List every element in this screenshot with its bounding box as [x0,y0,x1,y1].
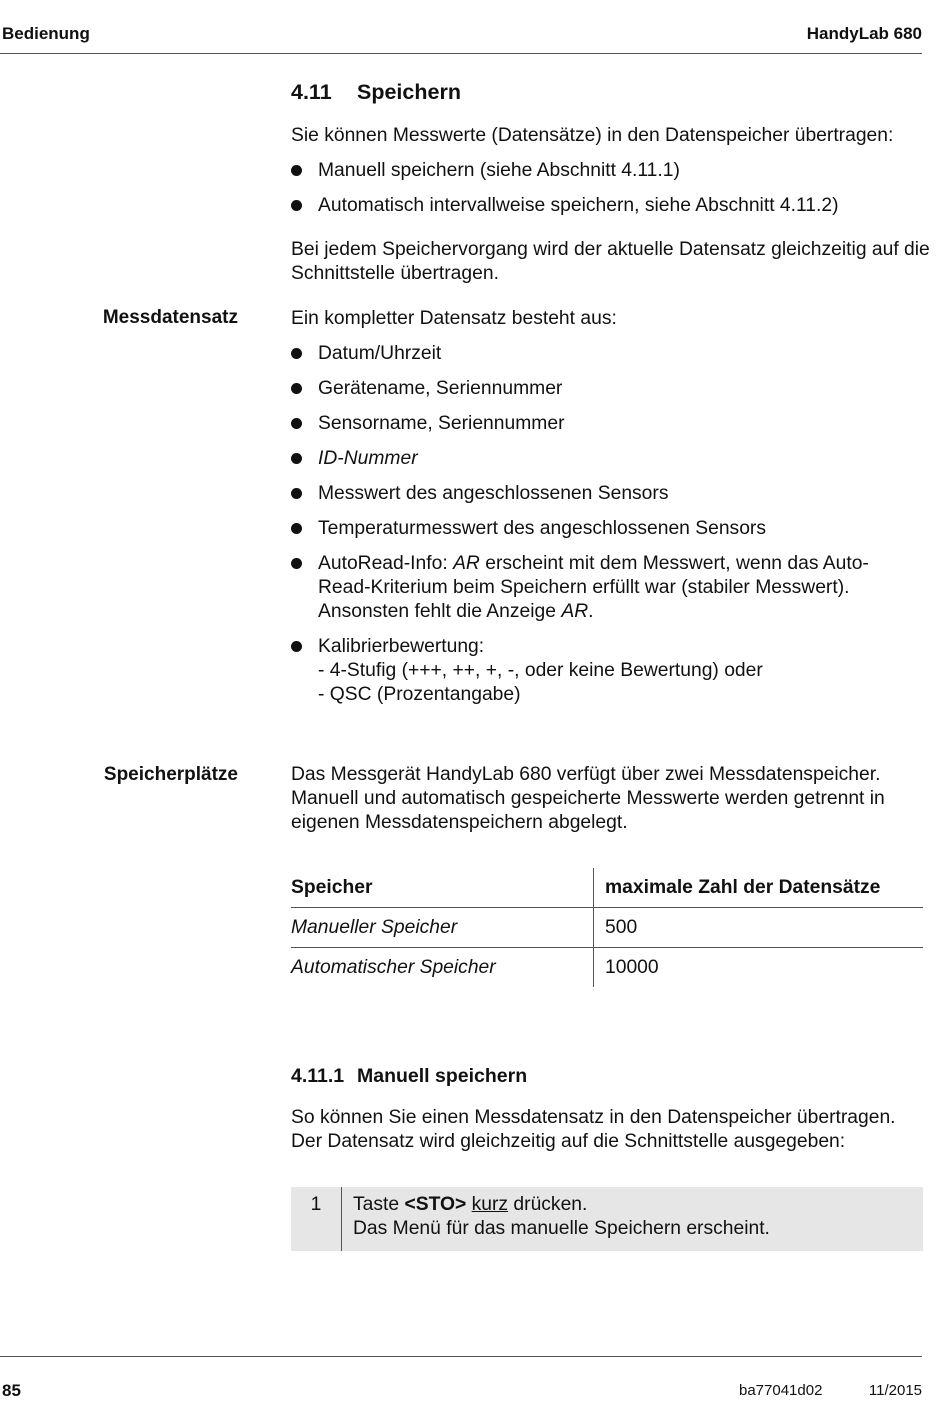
list-item: Datum/Uhrzeit [291,342,931,366]
kalibrier-line: - 4-Stufig (+++, ++, +, -, oder keine Bewertung) oder [318,660,763,681]
step-number: 1 [291,1187,342,1251]
list-item: Sensorname, Seriennummer [291,412,931,436]
list-item: Temperaturmesswert des angeschlossenen Sensors [291,517,931,541]
table-row [291,948,923,988]
page-number: 85 [2,1381,21,1400]
table-header-row [291,868,923,908]
messdatensatz-intro: Ein kompletter Datensatz besteht aus: [291,308,617,329]
section-intro [291,80,931,286]
step-line: Das Menü für das manuelle Speichern erscheint. [353,1218,770,1239]
subsection-title: Manuell speichern [357,1065,528,1087]
table-cell: 10000 [594,948,924,988]
list-item-kalibrier [291,635,931,707]
speicherplaetze-block [291,763,931,987]
subsection-paragraph: So können Sie einen Messdatensatz in den Datenspeicher übertragen. Der Datensatz wird gleichzeitig auf die Schnittstelle ausgegeben: [291,1107,896,1152]
messdatensatz-block [291,307,931,707]
table-header: Speicher [291,868,594,908]
list-item: ID-Nummer [291,447,931,471]
section-number: 4.11 [291,80,332,104]
header-left: Bedienung [2,24,90,43]
header-rule [0,53,922,54]
subsection-heading [291,1064,931,1088]
table-header: maximale Zahl der Datensätze [605,876,881,898]
footer-rule [0,1356,922,1357]
table-cell: Automatischer Speicher [291,948,594,988]
subsection-block [291,1064,931,1251]
list-item: Automatisch intervallweise speichern, siehe Abschnitt 4.11.2) [291,194,931,218]
section-paragraph: Bei jedem Speichervorgang wird der aktuelle Datensatz gleichzeitig auf die Schnittstelle übertragen. [291,239,930,284]
step-row [291,1187,923,1251]
side-label-messdatensatz: Messdatensatz [102,307,238,328]
messdatensatz-list [291,342,931,707]
underlined-word: kurz [471,1194,509,1215]
step-text [342,1187,770,1251]
table-row [291,908,923,948]
doc-id: ba77041d02 [739,1382,823,1399]
speicher-table [291,868,923,987]
step-line: Taste <STO> kurz drücken. [353,1194,588,1215]
table-cell: 500 [594,908,924,948]
speicherplaetze-paragraph: Das Messgerät HandyLab 680 verfügt über zwei Messdatenspeicher. Manuell und automatisch gespeicherte Messwerte werden getrennt in eigenen Messdatenspeichern abgelegt. [291,764,885,833]
table-cell: Manueller Speicher [291,908,594,948]
doc-date: 11/2015 [868,1382,922,1399]
list-item: Messwert des angeschlossenen Sensors [291,482,931,506]
key-sto: <STO> [404,1194,467,1215]
header-right: HandyLab 680 [806,24,922,43]
kalibrier-line: - QSC (Prozentangabe) [318,684,521,705]
section-intro-text: Sie können Messwerte (Datensätze) in den Datenspeicher übertragen: [291,125,894,146]
section-bullets [291,159,931,218]
section-title: Speichern [357,80,461,104]
side-label-speicherplaetze: Speicherplätze [103,764,238,785]
subsection-number: 4.11.1 [291,1065,345,1087]
list-item: Gerätename, Seriennummer [291,377,931,401]
list-item-autoread: AutoRead-Info: AR erscheint mit dem Messwert, wenn das Auto-Read-Kriterium beim Speichern erfüllt war (stabiler Messwert). Ansonsten fehlt die Anzeige AR. [291,552,903,624]
list-item: Manuell speichern (siehe Abschnitt 4.11.1) [291,159,931,183]
section-heading [291,80,931,104]
kalibrier-line: Kalibrierbewertung: [318,636,485,657]
